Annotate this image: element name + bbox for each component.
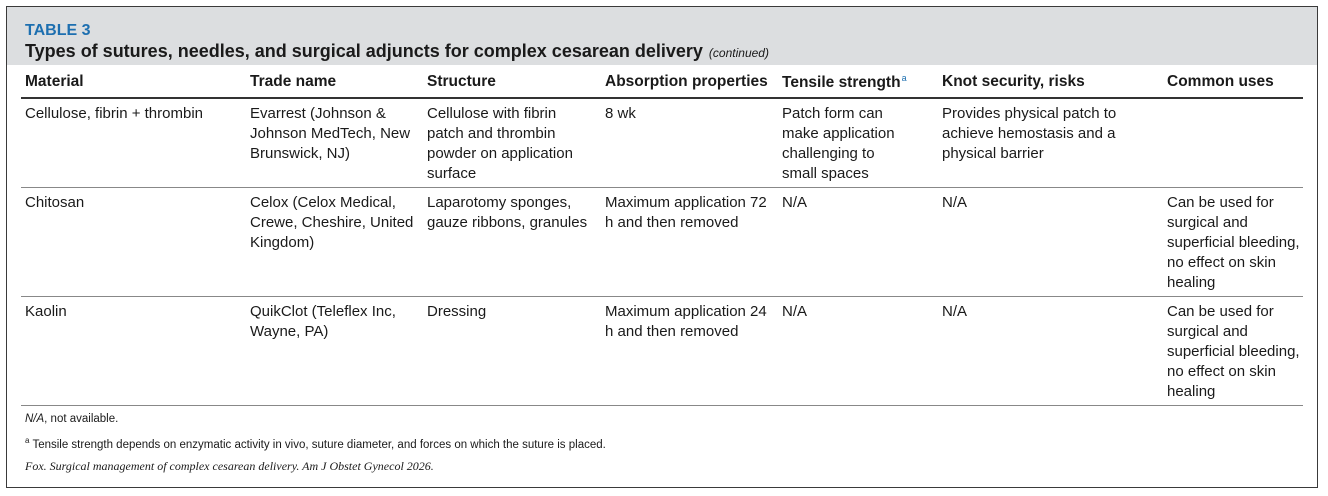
cell-structure: Dressing [427, 303, 487, 320]
row-divider [21, 296, 1303, 297]
cell-uses: Can be used for surgical and superficial bleeding, no effect on skin healing [1167, 303, 1300, 400]
footnote-na [25, 413, 118, 425]
header-rule [21, 97, 1303, 99]
col-header-tensile-text: Tensile strength [782, 74, 901, 92]
cell-tensile: N/A [782, 303, 808, 320]
cell-material: Chitosan [25, 194, 85, 211]
table-header [7, 7, 1317, 65]
col-header-material: Material [25, 73, 84, 90]
cell-structure: Laparotomy sponges, gauze ribbons, granules [427, 194, 588, 231]
cell-tensile: N/A [782, 194, 808, 211]
table-title-text: Types of sutures, needles, and surgical adjuncts for complex cesarean delivery [25, 41, 703, 61]
cell-absorption: 8 wk [605, 105, 636, 122]
footnote-a-text: Tensile strength depends on enzymatic activity in vivo, suture diameter, and forces on which the suture is placed. [29, 438, 606, 451]
footnote-mark-a: a [901, 73, 907, 83]
cell-structure: Cellulose with fibrin patch and thrombin powder on application surface [427, 105, 573, 182]
cell-knot: Provides physical patch to achieve hemostasis and a physical barrier [942, 105, 1117, 162]
footnote-na-abbrev: N/A [25, 413, 45, 425]
cell-trade-name: Evarrest (Johnson & Johnson MedTech, New Brunswick, NJ) [250, 105, 411, 162]
cell-knot: N/A [942, 194, 968, 211]
cell-trade-name: QuikClot (Teleflex Inc, Wayne, PA) [250, 303, 396, 340]
cell-absorption: Maximum application 24 h and then removed [605, 303, 767, 340]
footnote-a [25, 436, 606, 451]
cell-trade-name: Celox (Celox Medical, Crewe, Cheshire, United Kingdom) [250, 194, 414, 251]
cell-absorption: Maximum application 72 h and then removed [605, 194, 767, 231]
table-label: TABLE 3 [25, 22, 91, 39]
table-title [25, 41, 769, 62]
cell-tensile: Patch form can make application challenging to small spaces [782, 105, 895, 182]
cell-material: Cellulose, fibrin + thrombin [25, 105, 204, 122]
col-header-absorption: Absorption properties [605, 73, 768, 90]
col-header-structure: Structure [427, 73, 496, 90]
row-divider [21, 187, 1303, 188]
table-frame [6, 6, 1318, 488]
cell-material: Kaolin [25, 303, 67, 320]
col-header-trade-name: Trade name [250, 73, 337, 90]
table-bottom-rule [21, 405, 1303, 406]
citation: Fox. Surgical management of complex cesarean delivery. Am J Obstet Gynecol 2026. [25, 459, 434, 473]
footnote-a-mark: a [25, 436, 30, 445]
col-header-tensile [782, 73, 907, 92]
footnote-na-text: , not available. [44, 413, 119, 425]
cell-uses: Can be used for surgical and superficial bleeding, no effect on skin healing [1167, 194, 1300, 291]
col-header-knot: Knot security, risks [942, 73, 1085, 90]
table-continued: (continued) [708, 46, 769, 60]
cell-knot: N/A [942, 303, 968, 320]
col-header-uses: Common uses [1167, 73, 1274, 90]
